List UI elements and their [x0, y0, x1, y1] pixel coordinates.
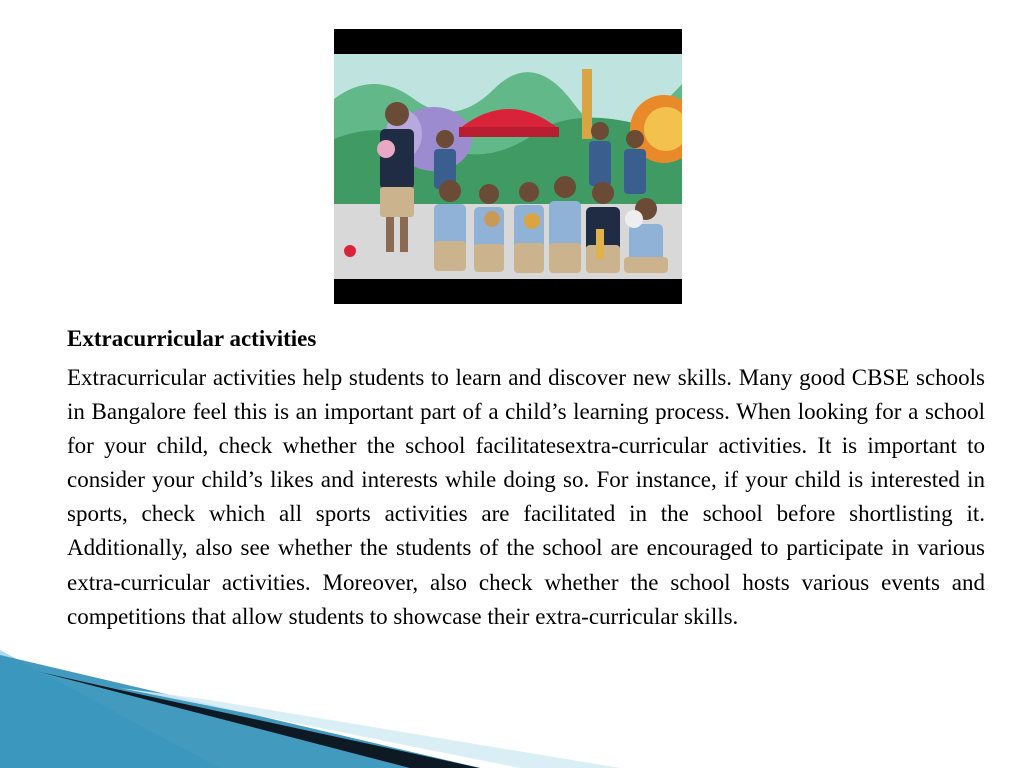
corner-light-band — [0, 650, 220, 768]
students-photo — [334, 29, 682, 304]
content-text-block — [67, 322, 985, 634]
section-heading: Extracurricular activities — [67, 326, 317, 351]
students-photo-illustration — [334, 29, 682, 304]
corner-pale-stripe — [120, 688, 620, 768]
body-paragraph: Extracurricular activities help students to learn and discover new skills. Many good CBSE schools in Bangalore feel this is an important part of a child’s learning process. When looking for a school for your child, check whether the school facilitatesextra-curricular activities. It is important to consider your child’s likes and interests while doing so. For instance, if your child is interested in sports, check which all sports activities are facilitated in the school before shortlisting it. Additionally, also see whether the students of the school are encouraged to participate in various extra-curricular activities. Moreover, also check whether the school hosts various events and competitions that allow students to showcase their extra-curricular skills. — [67, 365, 985, 629]
corner-dark-stripe — [40, 672, 480, 768]
corner-blue-band — [0, 655, 480, 768]
